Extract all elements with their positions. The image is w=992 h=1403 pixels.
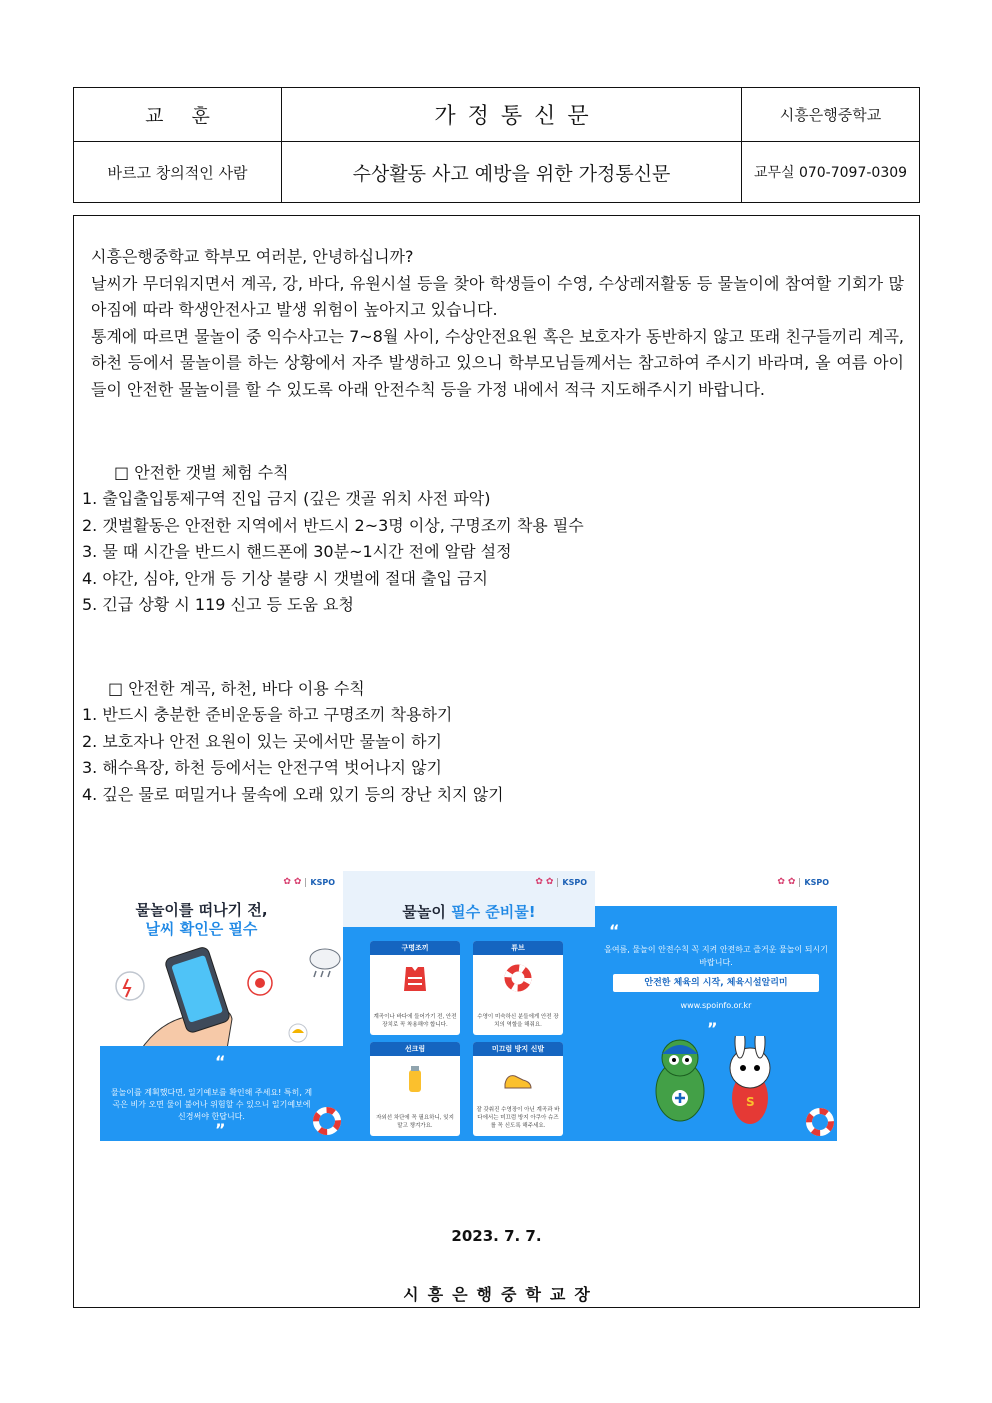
kspo-logo: KSPO xyxy=(557,878,587,887)
lifejacket-icon xyxy=(400,963,430,993)
panel1-body: 물놀이를 계획했다면, 일기예보를 확인해 주세요! 특히, 계곡은 비가 오면 물이 불어나 위험할 수 있으니 일기예보에 신경써야 한답니다. xyxy=(110,1088,313,1121)
cloud-rain-icon xyxy=(310,949,340,969)
panel1-title-line2: 날씨 확인은 필수 xyxy=(145,920,258,938)
list-item: 5. 긴급 상황 시 119 신고 등 도움 요청 xyxy=(82,595,354,615)
svg-text:S: S xyxy=(746,1095,755,1109)
water-shoes-icon xyxy=(503,1064,533,1094)
open-quote-icon: “ xyxy=(609,921,620,940)
document-subject: 수상활동 사고 예방을 위한 가정통신문 xyxy=(282,142,742,202)
panel3-body: 올여름, 물놀이 안전수칙 꼭 지켜 안전하고 즐거운 물놀이 되시기 바랍니다. xyxy=(604,945,828,967)
panel3-url: www.spoinfo.or.kr xyxy=(680,1001,752,1010)
motto-label: 교훈 xyxy=(74,88,282,142)
list-item: 4. 깊은 물로 떠밀거나 물속에 오래 있기 등의 장난 치지 않기 xyxy=(82,784,504,804)
campaign-logo-icon: ✿ ✿ xyxy=(283,877,302,887)
panel2-title xyxy=(343,901,595,922)
campaign-logo-icon: ✿ ✿ xyxy=(777,877,796,887)
intro-paragraph: 날씨가 무더워지면서 계곡, 강, 바다, 유원시설 등을 찾아 학생들이 수영, 수상레저활동 등 물놀이에 참여할 기회가 많아짐에 따라 학생안전사고 발생 위험이 높아지고 있습니다. xyxy=(91,273,904,320)
letter-body xyxy=(73,215,920,1308)
card-text: 자외선 차단에 꼭 필요하니, 잊지 말고 챙겨가요. xyxy=(376,1115,454,1129)
phone-hand-illustration xyxy=(100,941,343,1051)
essentials-panel xyxy=(343,871,595,1141)
school-name: 시흥은행중학교 xyxy=(742,88,919,142)
essential-card-sunscreen xyxy=(370,1042,460,1136)
close-quote-icon: ” xyxy=(707,1019,718,1038)
lifebuoy-icon xyxy=(805,1107,835,1137)
mascot-illustration xyxy=(650,1036,800,1141)
panel2-title-a: 물놀이 xyxy=(402,903,446,921)
sunscreen-icon xyxy=(400,1064,430,1094)
card-text: 수영이 미숙하신 분들에게 안전 장치의 역할을 해줘요. xyxy=(477,1014,559,1028)
safety-banner xyxy=(100,871,837,1141)
list-item: 4. 야간, 심야, 안개 등 기상 불량 시 갯벌에 절대 출입 금지 xyxy=(82,568,488,588)
list-item: 2. 보호자나 안전 요원이 있는 곳에서만 물놀이 하기 xyxy=(82,731,442,751)
section-title-mudflat: □ 안전한 갯벌 체험 수칙 xyxy=(114,463,289,482)
logo xyxy=(283,877,335,887)
logo xyxy=(777,877,829,887)
list-item: 3. 물 때 시간을 반드시 핸드폰에 30분~1시간 전에 알람 설정 xyxy=(82,542,512,562)
card-head: 선크림 xyxy=(370,1042,460,1056)
header-table xyxy=(73,87,920,203)
storm-icon xyxy=(116,972,144,1000)
card-text: 계곡이나 바다에 들어가기 전, 안전 장치로 꼭 착용해야 합니다. xyxy=(373,1014,457,1028)
list-item: 1. 출입출입통제구역 진입 금지 (깊은 갯골 위치 사전 파악) xyxy=(82,489,491,508)
card-head: 구명조끼 xyxy=(370,941,460,955)
panel3-slogan: 안전한 체육의 시작, 체육시설알리미 xyxy=(613,974,819,992)
card-head: 미끄럼 방지 신발 xyxy=(473,1042,563,1056)
water-rules-list xyxy=(82,702,504,808)
section-title-water: □ 안전한 계곡, 하천, 바다 이용 수칙 xyxy=(108,679,365,698)
close-quote-icon: ” xyxy=(215,1120,226,1139)
card-head: 튜브 xyxy=(473,941,563,955)
list-item: 3. 해수욕장, 하천 등에서는 안전구역 벗어나지 않기 xyxy=(82,758,442,778)
card-text: 잘 갖춰진 수영장이 아닌 계곡과 바다에서는 미끄럼 방지 아쿠아 슈즈를 꼭 신도록 해주세요. xyxy=(476,1107,560,1129)
campaign-panel xyxy=(595,871,837,1141)
kspo-logo: KSPO xyxy=(305,878,335,887)
greeting: 시흥은행중학교 학부모 여러분, 안녕하십니까? xyxy=(91,247,414,266)
essential-card-shoes xyxy=(473,1042,563,1136)
kspo-logo: KSPO xyxy=(799,878,829,887)
weather-panel xyxy=(100,871,343,1141)
issue-date: 2023. 7. 7. xyxy=(451,1227,542,1245)
tube-icon xyxy=(503,963,533,993)
logo xyxy=(535,877,587,887)
intro-text xyxy=(91,244,904,404)
list-item: 2. 갯벌활동은 안전한 지역에서 반드시 2~3명 이상, 구명조끼 착용 필수 xyxy=(82,515,584,535)
list-item: 1. 반드시 충분한 준비운동을 하고 구명조끼 착용하기 xyxy=(82,705,453,724)
panel2-title-b: 필수 준비물! xyxy=(451,903,536,921)
office-phone: 교무실 070-7097-0309 xyxy=(753,165,908,181)
essential-card-lifejacket xyxy=(370,941,460,1035)
document-title: 가정통신문 xyxy=(282,88,742,142)
intro-paragraph: 통계에 따르면 물놀이 중 익수사고는 7~8월 사이, 수상안전요원 혹은 보호자가 동반하지 않고 또래 친구들끼리 계곡, 하천 등에서 물놀이를 하는 상황에서 자주 발생하고 있으니 학부모님들께서는 참고하여 주시기 바라며, 올 여름 아이들이 안전한 물놀이를 할 수 있도록 아래 안전수칙 등을 가정 내에서 적극 지도해주시기 바랍니다. xyxy=(91,326,904,399)
school-motto: 바르고 창의적인 사람 xyxy=(74,142,282,202)
lifebuoy-icon xyxy=(313,1107,341,1135)
panel1-title-line1: 물놀이를 떠나기 전, xyxy=(135,901,268,919)
mudflat-rules-list xyxy=(82,486,584,619)
essential-card-tube xyxy=(473,941,563,1035)
campaign-logo-icon: ✿ ✿ xyxy=(535,877,554,887)
principal-signature: 시흥은행중학교장 xyxy=(403,1285,599,1304)
open-quote-icon: “ xyxy=(215,1052,226,1071)
